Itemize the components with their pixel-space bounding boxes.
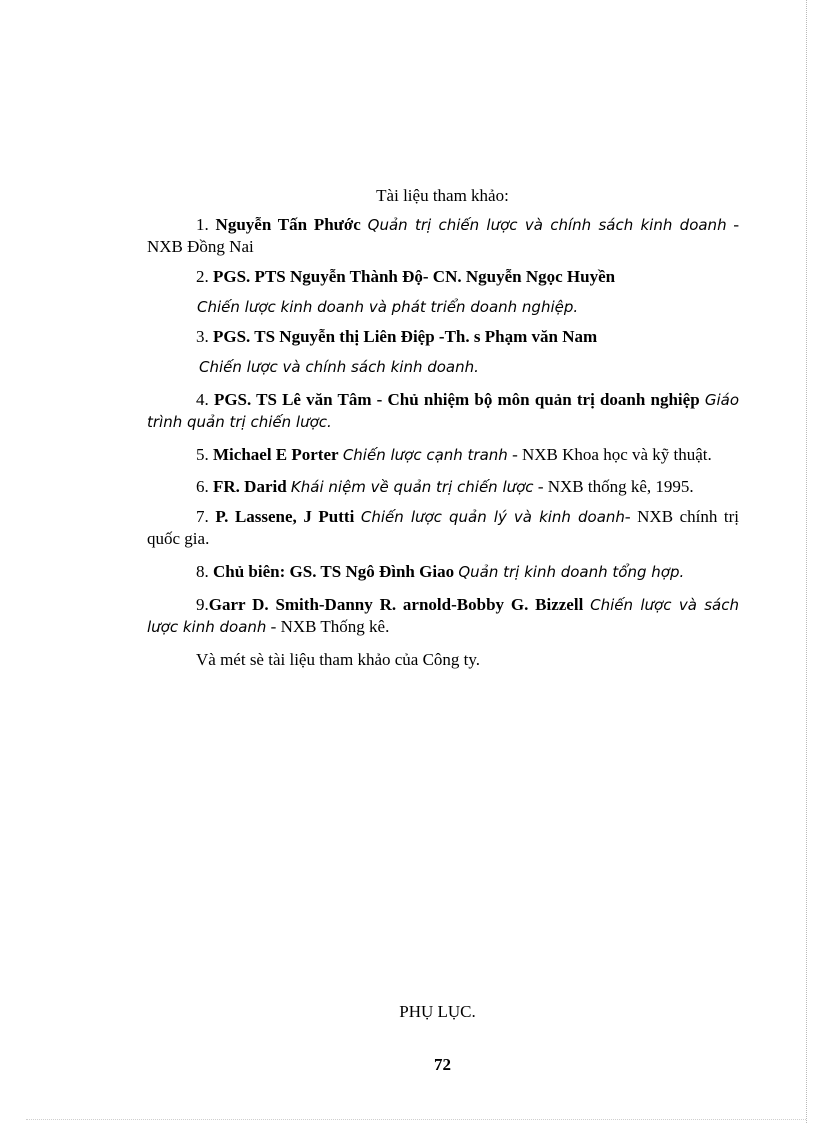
page-border-bottom (26, 1119, 806, 1120)
reference-number: 5. (196, 445, 209, 464)
reference-item-3-title (147, 356, 739, 378)
reference-item-1 (147, 214, 739, 258)
reference-authors: FR. Darid (213, 477, 287, 496)
reference-item-5 (147, 444, 739, 466)
reference-number: 6. (196, 477, 209, 496)
reference-title: Quản trị kinh doanh tổng hợp. (458, 563, 685, 581)
reference-title: Chiến lược cạnh tranh (342, 446, 508, 464)
reference-number: 4. (196, 390, 209, 409)
appendix-title: PHỤ LỤC. (399, 1002, 476, 1021)
reference-authors: PGS. PTS Nguyễn Thành Độ- CN. Nguyễn Ngọc Huyền (213, 267, 616, 286)
reference-authors: PGS. TS Nguyễn thị Liên Điệp -Th. s Phạm văn Nam (213, 327, 598, 346)
reference-title: Chiến lược và sách lược kinh doanh (147, 596, 739, 636)
reference-number: 1. (196, 215, 209, 234)
reference-authors: Michael E Porter (213, 445, 339, 464)
page-border-right (806, 0, 807, 1123)
reference-item-8 (147, 561, 739, 583)
reference-item-7 (147, 506, 739, 550)
reference-authors: Garr D. Smith-Danny R. arnold-Bobby G. Bizzell (208, 595, 584, 614)
reference-number: 8. (196, 562, 209, 581)
reference-title: Chiến lược quản lý và kinh doanh (360, 508, 625, 526)
reference-publisher: - NXB chính trị quốc gia. (147, 507, 740, 548)
reference-item-2-title (147, 296, 739, 318)
reference-publisher: - NXB Khoa học và kỹ thuật. (512, 445, 712, 464)
closing-note: Và mét sè tài liệu tham khảo của Công ty. (196, 650, 481, 669)
reference-authors: P. Lassene, J Putti (215, 507, 355, 526)
reference-number: 9. (196, 595, 209, 614)
reference-item-3 (147, 326, 739, 348)
reference-number: 7. (196, 507, 209, 526)
reference-authors: Chủ biên: GS. TS Ngô Đình Giao (213, 562, 455, 581)
reference-title: Chiến lược và chính sách kinh doanh. (199, 358, 479, 376)
reference-title: Chiến lược kinh doanh và phát triển doanh nghiệp. (197, 298, 579, 316)
reference-publisher: - NXB thống kê, 1995. (537, 477, 694, 496)
reference-publisher: - NXB Đồng Nai (147, 215, 740, 256)
reference-item-6 (147, 476, 739, 498)
reference-title: Quản trị chiến lược và chính sách kinh doanh (367, 216, 727, 234)
reference-number: 2. (196, 267, 209, 286)
reference-number: 3. (196, 327, 209, 346)
reference-item-9 (147, 594, 739, 638)
reference-item-4 (147, 389, 739, 433)
reference-authors: Nguyễn Tấn Phước (215, 215, 361, 234)
references-heading: Tài liệu tham khảo: (376, 186, 509, 205)
reference-item-2 (147, 266, 739, 288)
reference-title: Giáo trình quản trị chiến lược. (147, 391, 740, 431)
reference-authors: PGS. TS Lê văn Tâm - Chủ nhiệm bộ môn quản trị doanh nghiệp (213, 390, 700, 409)
reference-title: Khái niệm về quản trị chiến lược (290, 478, 534, 496)
page-number: 72 (434, 1055, 451, 1074)
reference-publisher: - NXB Thống kê. (270, 617, 390, 636)
references-list (147, 212, 739, 671)
